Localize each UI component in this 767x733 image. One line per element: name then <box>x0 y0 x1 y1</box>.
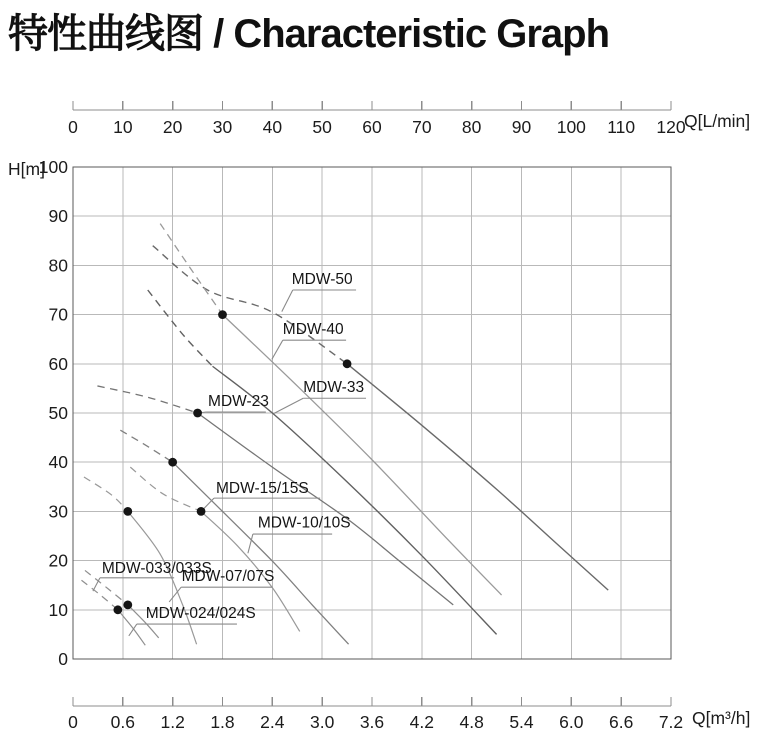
y-axis-tick-label: 0 <box>58 649 68 669</box>
top-axis-tick-label: 50 <box>312 117 332 137</box>
bottom-axis-tick-label: 6.0 <box>559 712 584 732</box>
curve-dashed <box>120 430 172 462</box>
curve-label-text: MDW-50 <box>291 271 353 289</box>
bottom-axis-tick-label: 0 <box>68 712 78 732</box>
y-axis-tick-label: 50 <box>48 403 68 423</box>
curve-dashed <box>160 224 222 315</box>
top-axis-tick-label: 90 <box>511 117 532 137</box>
label-leader <box>274 398 303 413</box>
bottom-axis-tick-label: 3.6 <box>359 712 385 732</box>
data-point <box>168 458 177 467</box>
grid <box>73 167 671 659</box>
series-MDW-033/033S <box>85 570 159 637</box>
bottom-axis-tick-label: 4.2 <box>409 712 434 732</box>
curve-dashed <box>130 467 201 511</box>
top-axis-tick-label: 100 <box>556 117 586 137</box>
page-title: 特性曲线图 / Characteristic Graph <box>8 12 610 56</box>
curve-label-text: MDW-033/033S <box>101 559 212 577</box>
curve-label-MDW-15/15S <box>202 480 320 510</box>
curve-solid <box>347 364 608 590</box>
data-point <box>113 605 122 614</box>
top-axis-tick-label: 30 <box>212 117 233 137</box>
curve-dashed <box>97 386 197 413</box>
bottom-axis-tick-label: 3.0 <box>310 712 335 732</box>
y-axis-tick-label: 90 <box>48 206 68 227</box>
y-axis-tick-label: 70 <box>48 304 68 325</box>
curve-label-text: MDW-33 <box>303 378 365 396</box>
curve-dashed <box>84 477 128 511</box>
bottom-axis-tick-label: 5.4 <box>509 712 534 732</box>
y-axis-tick-label: 10 <box>48 599 68 620</box>
curve-label-text: MDW-10/10S <box>257 514 351 532</box>
bottom-axis-unit: Q[m³/h] <box>692 708 751 728</box>
curve-label-MDW-50 <box>282 271 356 312</box>
y-axis-tick-label: 80 <box>48 255 68 276</box>
curve-dashed <box>81 580 117 610</box>
data-point <box>193 409 202 418</box>
top-axis-tick-label: 80 <box>461 117 482 137</box>
y-axis-tick-label: 100 <box>38 157 68 177</box>
data-point <box>343 359 352 368</box>
y-axis-tick-label: 20 <box>48 550 68 571</box>
curve-solid <box>118 610 145 645</box>
curve-label-MDW-033/033S <box>93 560 212 591</box>
top-axis-tick-label: 40 <box>262 117 283 137</box>
curve-label-MDW-10/10S <box>248 515 351 554</box>
y-axis <box>8 157 68 669</box>
curve-dashed <box>153 246 347 364</box>
bottom-axis-tick-label: 1.8 <box>210 712 235 732</box>
y-axis-tick-label: 40 <box>48 452 68 473</box>
top-axis-tick-label: 0 <box>68 117 78 137</box>
bottom-axis <box>68 697 750 732</box>
curve-label-text: MDW-15/15S <box>216 480 309 498</box>
y-axis-unit: H[m] <box>8 159 45 179</box>
top-axis-tick-label: 20 <box>162 117 183 137</box>
curve-label-text: MDW-23 <box>208 393 269 411</box>
curve-label-text: MDW-40 <box>282 320 344 338</box>
curve-label-MDW-23 <box>199 393 269 413</box>
label-leader <box>272 340 283 359</box>
label-leader <box>169 587 181 602</box>
data-point <box>123 600 132 609</box>
top-axis-tick-label: 10 <box>113 117 133 137</box>
label-leader <box>282 290 293 312</box>
top-axis-tick-label: 70 <box>412 117 432 137</box>
bottom-axis-tick-label: 2.4 <box>260 712 285 732</box>
curve-label-MDW-40 <box>272 321 346 360</box>
data-point <box>197 507 206 516</box>
top-axis-tick-label: 110 <box>607 117 636 137</box>
bottom-axis-tick-label: 4.8 <box>459 712 484 732</box>
top-axis-unit: Q[L/min] <box>684 111 751 131</box>
series-MDW-50 <box>153 246 608 590</box>
bottom-axis-tick-label: 6.6 <box>609 712 634 732</box>
top-axis <box>68 101 750 137</box>
bottom-axis-tick-label: 0.6 <box>110 712 135 732</box>
y-axis-tick-label: 60 <box>48 353 68 374</box>
top-axis-tick-label: 120 <box>656 117 686 137</box>
label-leader <box>129 624 137 636</box>
bottom-axis-tick-label: 1.2 <box>160 712 185 732</box>
data-point <box>218 310 227 319</box>
curve-label-text: MDW-024/024S <box>145 605 256 623</box>
y-axis-tick-label: 30 <box>48 501 68 522</box>
curve-dashed <box>148 290 213 366</box>
bottom-axis-tick-label: 7.2 <box>658 712 684 732</box>
data-point <box>123 507 132 516</box>
top-axis-tick-label: 60 <box>362 117 382 137</box>
curve-label-text: MDW-07/07S <box>181 567 275 585</box>
